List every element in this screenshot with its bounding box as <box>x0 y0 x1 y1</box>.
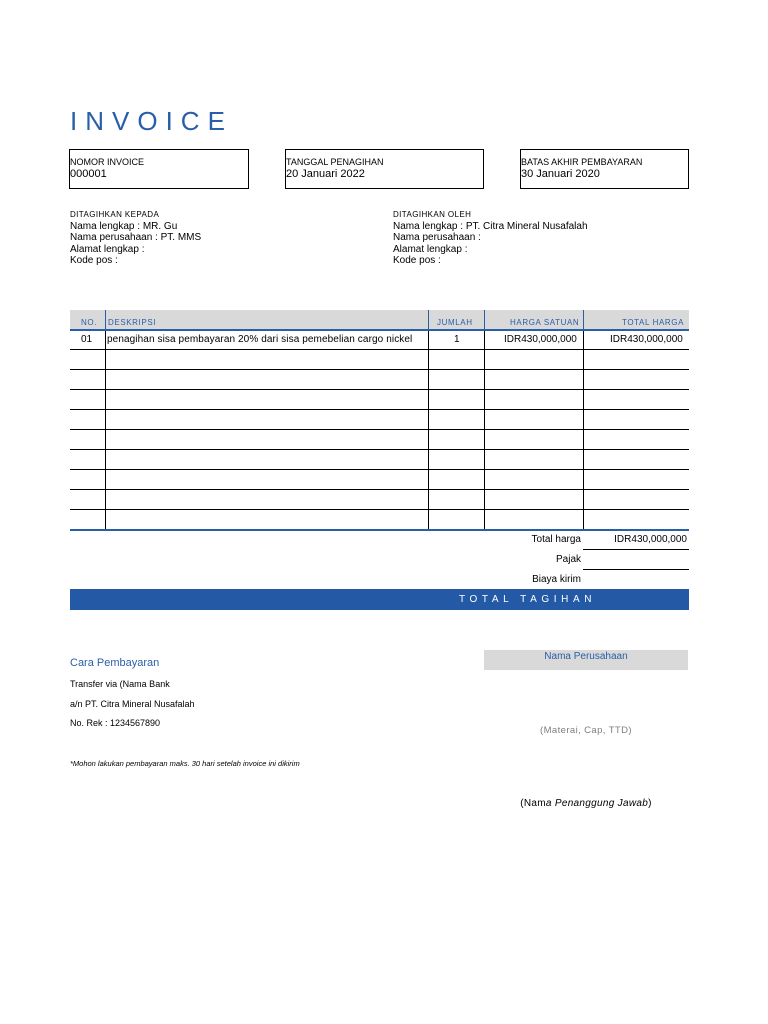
responsible-name: a Penanggung Jawab <box>545 798 649 809</box>
total-price-value: IDR430,000,000 <box>614 534 687 545</box>
payment-heading: Cara Pembayaran <box>70 657 160 669</box>
bill-from-postal: Kode pos : <box>393 255 441 266</box>
row-line <box>70 469 689 470</box>
stamp-placeholder: (Materai, Cap, TTD) <box>540 725 632 736</box>
header-description: DESKRIPSI <box>108 318 157 327</box>
header-no: NO. <box>81 318 98 327</box>
billing-date-value: 20 Januari 2022 <box>286 168 365 180</box>
grand-total-bar <box>70 589 689 610</box>
invoice-title: INVOICE <box>70 106 233 136</box>
bill-to-address: Alamat lengkap : <box>70 243 145 255</box>
summary-line <box>583 569 689 570</box>
table-bottom-line <box>70 529 689 531</box>
row-line <box>70 429 689 430</box>
table-header <box>70 310 689 329</box>
payment-bank: Transfer via (Nama Bank <box>70 679 170 689</box>
bill-from-address: Alamat lengkap : <box>393 243 468 255</box>
bill-to-block <box>70 209 201 267</box>
invoice-number-box <box>69 149 249 189</box>
row-1-no: 01 <box>81 334 93 345</box>
grand-total-label: TOTAL TAGIHAN <box>459 594 597 605</box>
billing-date-label: TANGGAL PENAGIHAN <box>286 157 384 167</box>
header-divider <box>428 310 429 329</box>
payment-account-number: No. Rek : 1234567890 <box>70 718 161 728</box>
row-line <box>70 389 689 390</box>
header-unit-price: HARGA SATUAN <box>510 318 580 327</box>
bill-from-block <box>393 209 588 267</box>
tax-label: Pajak <box>555 554 581 565</box>
company-name-label: Nama Perusahaan <box>544 651 628 662</box>
responsible-person <box>484 798 688 809</box>
bill-from-label: DITAGIHKAN OLEH <box>393 210 472 219</box>
bill-to-postal: Kode pos : <box>70 255 118 266</box>
header-divider <box>484 310 485 329</box>
column-divider <box>484 331 485 530</box>
bill-to-label: DITAGIHKAN KEPADA <box>70 210 160 219</box>
column-divider <box>105 331 106 530</box>
shipping-label: Biaya kirim <box>532 574 581 585</box>
summary-line <box>583 549 689 550</box>
bill-from-company: Nama perusahaan : <box>393 232 481 243</box>
due-date-label: BATAS AKHIR PEMBAYARAN <box>521 157 643 167</box>
bill-to-company: Nama perusahaan : PT. MMS <box>70 232 202 243</box>
bill-from-name: Nama lengkap : PT. Citra Mineral Nusafalah <box>393 220 588 232</box>
header-divider <box>105 310 106 329</box>
company-name-box <box>484 650 688 670</box>
header-quantity: JUMLAH <box>437 318 473 327</box>
header-divider <box>583 310 584 329</box>
column-divider <box>428 331 429 530</box>
header-underline <box>70 329 689 331</box>
due-date-box <box>520 149 689 189</box>
row-line <box>70 349 689 350</box>
bill-to-name: Nama lengkap : MR. Gu <box>70 220 178 232</box>
responsible-close: ) <box>648 798 652 809</box>
billing-date-box <box>285 149 484 189</box>
header-total-price: TOTAL HARGA <box>622 318 685 327</box>
row-1-quantity: 1 <box>454 334 460 345</box>
invoice-number-value: 000001 <box>70 168 107 180</box>
total-price-label: Total harga <box>531 534 581 545</box>
row-1-total-price: IDR430,000,000 <box>610 334 683 345</box>
row-line <box>70 409 689 410</box>
column-divider <box>583 331 584 530</box>
row-line <box>70 509 689 510</box>
payment-account-holder: a/n PT. Citra Mineral Nusafalah <box>70 699 195 709</box>
row-1-unit-price: IDR430,000,000 <box>504 334 577 345</box>
due-date-value: 30 Januari 2020 <box>521 168 600 180</box>
row-1-description: penagihan sisa pembayaran 20% dari sisa pemebelian cargo nickel <box>107 334 413 345</box>
row-line <box>70 449 689 450</box>
payment-note: *Mohon lakukan pembayaran maks. 30 hari setelah invoice ini dikirim <box>70 759 300 768</box>
invoice-number-label: NOMOR INVOICE <box>70 157 145 167</box>
responsible-open: (Nam <box>520 798 546 809</box>
row-line <box>70 369 689 370</box>
row-line <box>70 489 689 490</box>
